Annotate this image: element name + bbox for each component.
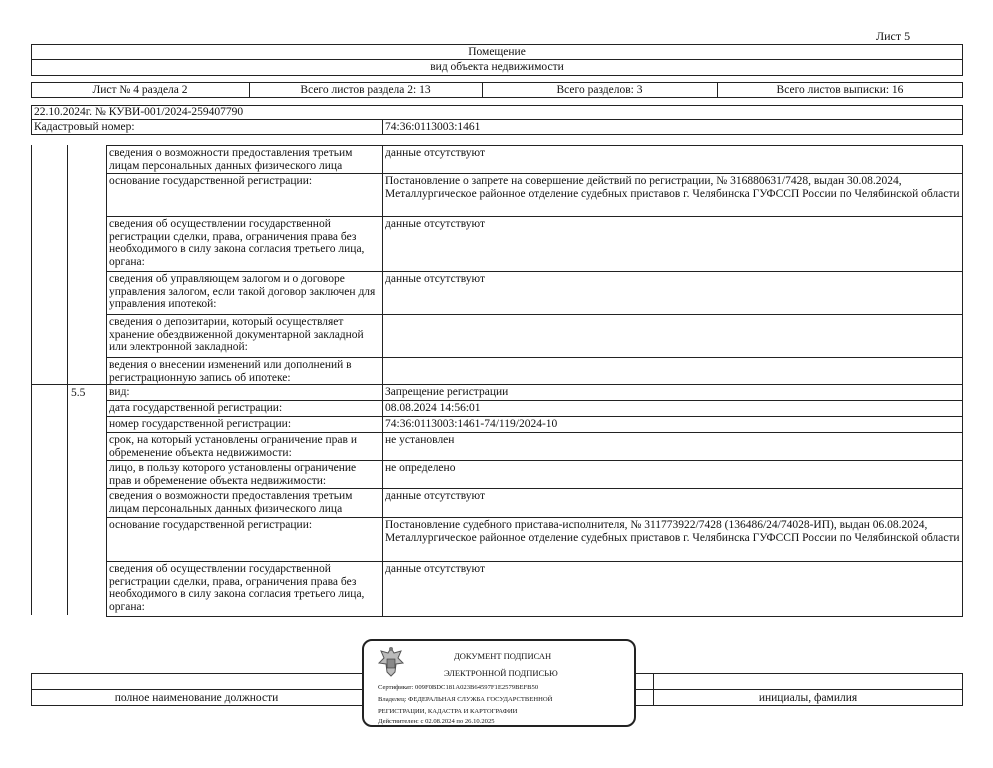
row-value: не установлен: [382, 432, 963, 461]
row-label: сведения об осуществлении государственной регистрации сделки, права, ограничения права без необходимого в силу закона согласия третьего лица, органа:: [106, 561, 383, 617]
sheet-label: Лист 5: [876, 29, 911, 43]
object-type-text: Помещение: [468, 46, 526, 58]
row-label: ведения о внесении изменений или дополнений в регистрационную запись об ипотеке:: [106, 357, 383, 385]
row-value: [382, 357, 963, 385]
signature-subtitle: ЭЛЕКТРОННОЙ ПОДПИСЬЮ: [444, 668, 558, 678]
signature-title: ДОКУМЕНТ ПОДПИСАН: [454, 651, 552, 661]
row-label: срок, на который установлены ограничение прав и обременение объекта недвижимости:: [106, 432, 383, 461]
row-label: сведения об управляющем залогом и о договоре управления залогом, если такой договор заключен для управления ипотекой:: [106, 271, 383, 315]
row-label: вид:: [106, 384, 383, 401]
row-label: дата государственной регистрации:: [106, 400, 383, 417]
object-type-subtitle: [31, 59, 963, 76]
row-value: не определено: [382, 460, 963, 489]
object-type-title: [31, 44, 963, 60]
row-value: Постановление о запрете на совершение действий по регистрации, № 316880631/7428, выдан 30.08.2024, Металлургическое районное отделение судебных приставов г. Челябинска ГУФССП России по Челябинской области: [382, 173, 963, 217]
row-label: номер государственной регистрации:: [106, 416, 383, 433]
row-label: сведения о возможности предоставления третьим лицам персональных данных физического лица: [106, 488, 383, 518]
doc-reference: 22.10.2024г. № КУВИ-001/2024-259407790: [34, 106, 244, 118]
row-label: основание государственной регистрации:: [106, 517, 383, 562]
row-value: данные отсутствуют: [382, 271, 963, 315]
cadastral-row: [31, 119, 963, 135]
signature-owner: Владелец: ФЕДЕРАЛЬНАЯ СЛУЖБА ГОСУДАРСТВЕННОЙ: [378, 696, 553, 703]
row-label: лицо, в пользу которого установлены ограничение прав и обременение объекта недвижимости:: [106, 460, 383, 489]
row-value: данные отсутствуют: [382, 216, 963, 272]
row-value: данные отсутствуют: [382, 145, 963, 174]
sheet-number: Лист № 4 раздела 2: [92, 84, 188, 96]
row-label: сведения о возможности предоставления третьим лицам персональных данных физического лица: [106, 145, 383, 174]
row-value: 08.08.2024 14:56:01: [382, 400, 963, 417]
total-sections: Всего разделов: 3: [556, 84, 643, 96]
row-value: Запрещение регистрации: [382, 384, 963, 401]
signature-validity: Действителен: с 02.08.2024 по 26.10.2025: [378, 718, 495, 725]
total-sheets-section: Всего листов раздела 2: 13: [300, 84, 431, 96]
electronic-signature-stamp: [362, 639, 636, 727]
section-number: 5.5: [71, 387, 86, 399]
row-value: [382, 314, 963, 358]
signature-certificate: Сертификат: 009F0BDC181A023B64597F1E2579BEFB50: [378, 684, 539, 691]
total-sheets-extract: Всего листов выписки: 16: [776, 84, 904, 96]
emblem-icon: [376, 645, 406, 679]
signature-owner-continued: РЕГИСТРАЦИИ, КАДАСТРА И КАРТОГРАФИИ: [378, 708, 518, 715]
cadastral-label: Кадастровый номер:: [34, 121, 135, 133]
row-value: 74:36:0113003:1461-74/119/2024-10: [382, 416, 963, 433]
row-value: данные отсутствуют: [382, 488, 963, 518]
cadastral-number: 74:36:0113003:1461: [385, 121, 481, 133]
position-label: полное наименование должности: [114, 692, 279, 704]
row-label: сведения об осуществлении государственной регистрации сделки, права, ограничения права без необходимого в силу закона согласия третьего лица, органа:: [106, 216, 383, 272]
row-label: сведения о депозитарии, который осуществляет хранение обездвиженной документарной закладной или электронной закладной:: [106, 314, 383, 358]
row-label: основание государственной регистрации:: [106, 173, 383, 217]
object-type-caption: вид объекта недвижимости: [430, 61, 564, 73]
row-value: Постановление судебного пристава-исполнителя, № 311773922/7428 (136486/24/74028-ИП), выдан 06.08.2024, Металлургическое районное отделение судебных приставов г. Челябинска ГУФССП России по Челябинской области: [382, 517, 963, 562]
row-value: данные отсутствуют: [382, 561, 963, 617]
initials-label: инициалы, фамилия: [758, 692, 858, 704]
